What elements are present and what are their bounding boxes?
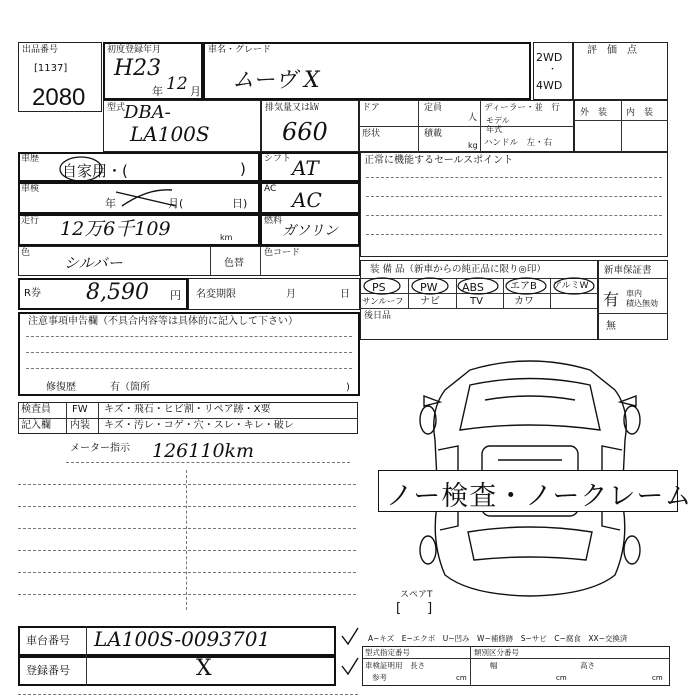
name-change-label: 名変期限	[196, 289, 236, 300]
model-label: 型式	[107, 103, 126, 113]
inspection-strike	[112, 184, 182, 212]
ac-label: AC	[264, 184, 277, 194]
lot-number: 2080	[32, 84, 86, 111]
inspection-year-unit: 年	[105, 197, 116, 210]
mileage-unit: km	[220, 233, 233, 242]
length-cm: cm	[456, 674, 467, 682]
dealer-label: ディーラー・並 行	[484, 103, 560, 113]
registration-value: X	[196, 656, 212, 681]
inspector-interior: 内装	[70, 420, 90, 431]
repair-close: )	[346, 382, 350, 393]
ref-label: 参考	[372, 673, 387, 682]
car-name-label: 車名・グレード	[208, 45, 272, 55]
equip-sunroof: サンルーフ	[362, 297, 404, 307]
equipment-label: 装 備 品（新車からの純正品に限り◎印）	[370, 264, 546, 275]
selling-points-box	[360, 152, 668, 257]
inspector-label1: 検査員	[21, 404, 51, 415]
doors-label: ドア	[362, 103, 380, 113]
certified-label: 型式指定番号	[365, 648, 410, 657]
color-value: シルバー	[64, 254, 123, 272]
capacity-unit: 人	[468, 113, 478, 123]
interior-label: 内 装	[626, 108, 654, 118]
type-label: 類別区分番号	[474, 648, 519, 657]
meter-label: メーター指示	[70, 443, 130, 454]
height-cm: cm	[652, 674, 663, 682]
ac-value: AC	[292, 188, 322, 212]
chassis-value: LA100S-0093701	[94, 627, 271, 651]
inspector-label2: 記入欄	[21, 420, 51, 431]
equip-airbag: エアB	[510, 281, 537, 292]
capacity-label: 定員	[424, 103, 443, 113]
history-box	[18, 152, 260, 182]
lot-code: [1137]	[34, 63, 68, 74]
reg-date-label: 初度登録年月	[107, 45, 162, 55]
shift-label: シフト	[264, 154, 292, 164]
inspector-fw: FW	[72, 404, 88, 415]
equip-ps: PS	[372, 281, 386, 294]
fuel-value: ガソリン	[282, 223, 338, 239]
equip-circles	[360, 276, 598, 296]
mileage-label: 走行	[21, 216, 40, 226]
warranty-car-manual: 車内	[626, 289, 642, 298]
equip-tv: TV	[470, 296, 483, 307]
reg-month-unit: 月	[190, 85, 201, 98]
length-label: 長さ	[410, 661, 425, 670]
registration-label: 登録番号	[26, 664, 70, 677]
name-change-day: 日	[340, 289, 350, 300]
history-value: 自家用・(	[62, 162, 128, 180]
recycle-value: 8,590	[86, 280, 149, 305]
no-claim-stamp: ノー検査・ノークレーム	[386, 481, 693, 512]
check-marks	[338, 626, 362, 686]
rear-items-label: 後日品	[364, 311, 392, 321]
inspection-month-unit: 月(	[168, 197, 184, 210]
rating-label: 評 価 点	[587, 45, 637, 56]
warranty-manual-none: 積込無効	[626, 299, 658, 308]
cert-doc-label: 車検証明用	[365, 661, 403, 670]
history-circle	[58, 155, 104, 183]
warranty-has: 有	[603, 290, 620, 309]
mileage-value: 12万6千109	[60, 218, 171, 240]
notes-label: 注意事項申告欄（不具合内容等は具体的に記入して下さい）	[28, 316, 298, 327]
displacement-label: 排気量又は㎾	[265, 103, 320, 113]
model-year-label2: 年式	[486, 125, 502, 134]
name-change-month: 月	[286, 289, 296, 300]
recycle-label: R券	[24, 288, 41, 299]
color-change-label: 色替	[224, 258, 244, 269]
model-year-label: モデル	[486, 116, 510, 125]
drive-4wd: 4WD	[536, 79, 563, 92]
load-unit: kg	[468, 141, 478, 150]
height-label: 高さ	[580, 661, 595, 670]
load-label: 積載	[424, 129, 443, 139]
drive-dot: ・	[548, 65, 558, 75]
chassis-label: 車台番号	[26, 634, 70, 647]
width-cm: cm	[556, 674, 567, 682]
inspection-label: 車検	[21, 184, 40, 194]
model-line2: LA100S	[130, 122, 210, 146]
warranty-label: 新車保証書	[604, 265, 652, 276]
recycle-unit: 円	[170, 289, 181, 302]
exterior-label: 外 装	[580, 108, 608, 118]
inspection-day-unit: 日)	[232, 197, 248, 210]
model-line1: DBA-	[124, 102, 171, 123]
handle-label: ハンドル 左・右	[484, 138, 553, 148]
drive-2wd: 2WD	[536, 51, 563, 64]
equip-pw: PW	[420, 281, 438, 294]
fuel-label: 燃料	[264, 216, 283, 226]
damage-legend: A−キズ E−エクボ U−凹み W−補修跡 S−サビ C−腐食 XX−交換済	[368, 634, 628, 643]
reg-month-value: 12	[166, 74, 188, 94]
displacement-value: 660	[282, 118, 328, 146]
lot-label: 出品番号	[22, 45, 59, 55]
selling-points-label: 正常に機能するセールスポイント	[364, 155, 514, 166]
history-label: 車歴	[21, 154, 40, 164]
inspector-row1: キズ・飛石・ヒビ割・リペア跡・X要	[104, 404, 271, 415]
reg-year-unit: 年	[152, 85, 163, 98]
repair-label: 修復歴	[46, 382, 76, 393]
warranty-none: 無	[606, 321, 616, 332]
spare-label: スペアT	[400, 590, 433, 600]
inspector-row2: キズ・汚レ・コゲ・穴・スレ・キレ・破レ	[104, 420, 294, 431]
equip-navi: ナビ	[420, 296, 440, 307]
shift-value: AT	[292, 156, 319, 180]
spare-bracket: [ ]	[396, 601, 433, 616]
equip-abs: ABS	[462, 281, 484, 294]
meter-value: 126110km	[152, 440, 255, 462]
shape-label: 形状	[362, 129, 381, 139]
width-label: 幅	[490, 661, 498, 670]
car-name-value: ムーヴ X	[232, 68, 320, 93]
reg-year-value: H23	[114, 56, 162, 81]
color-label: 色	[21, 248, 31, 258]
repair-value: 有（箇所	[110, 382, 150, 393]
color-code-label: 色コード	[264, 248, 301, 258]
history-close: )	[240, 160, 246, 178]
equip-leather: カワ	[514, 296, 534, 307]
equip-alloy: アルミW	[553, 281, 589, 291]
